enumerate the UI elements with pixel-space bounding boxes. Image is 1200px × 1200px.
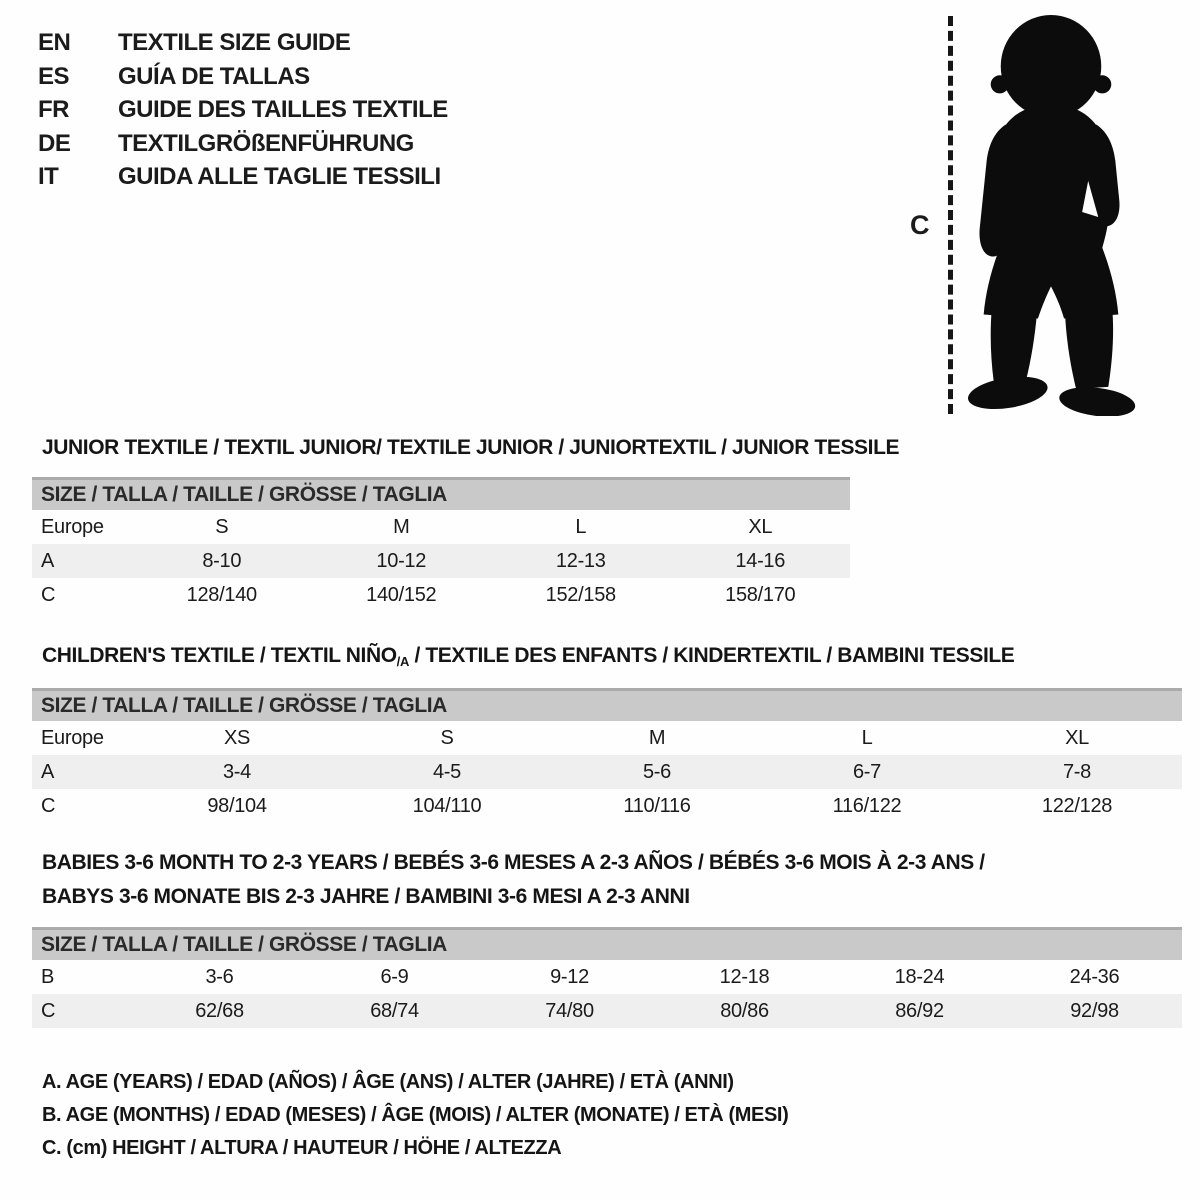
age-value: 8-10: [202, 549, 242, 572]
size-column-header: XL: [1065, 726, 1089, 749]
age-value: 10-12: [376, 549, 427, 572]
height-value: 74/80: [545, 999, 594, 1022]
size-column-header: XS: [223, 726, 251, 749]
language-code: FR: [38, 96, 69, 123]
language-title-list: [38, 26, 448, 194]
size-column-header: XL: [748, 515, 773, 538]
size-bar-label: SIZE / TALLA / TAILLE / GRÖSSE / TAGLIA: [41, 694, 447, 717]
language-code: ES: [38, 62, 70, 90]
size-column-header: M: [393, 515, 410, 538]
language-code: DE: [38, 129, 71, 157]
age-months-value: 24-36: [1069, 965, 1120, 988]
height-value: 128/140: [186, 583, 257, 606]
toddler-silhouette-icon: [963, 14, 1140, 416]
region-label: Europe: [41, 515, 104, 538]
table-row-age-months: [32, 960, 1182, 994]
junior-size-table: [32, 477, 850, 612]
age-value: 4-5: [432, 760, 461, 783]
size-column-header: S: [215, 515, 229, 538]
height-value: 86/92: [895, 999, 944, 1022]
size-header-bar: [32, 477, 850, 510]
size-column-header: M: [648, 726, 666, 749]
guide-title: TEXTILGRÖßENFÜHRUNG: [118, 129, 414, 157]
height-measure-line: [948, 16, 953, 414]
age-months-value: 12-18: [719, 965, 770, 988]
row-label: C: [41, 583, 56, 606]
guide-title: GUÍA DE TALLAS: [118, 62, 310, 90]
size-header-bar: [32, 688, 1182, 721]
size-bar-label: SIZE / TALLA / TAILLE / GRÖSSE / TAGLIA: [41, 933, 447, 956]
footnote-b: B. AGE (MONTHS) / EDAD (MESES) / ÂGE (MOIS) / ALTER (MONATE) / ETÀ (MESI): [42, 1104, 789, 1126]
height-measure-label: C: [910, 210, 930, 240]
children-size-table: [32, 688, 1182, 823]
language-row-en: [38, 26, 448, 60]
babies-size-table: [32, 927, 1182, 1028]
region-label: Europe: [41, 726, 104, 749]
age-months-value: 9-12: [550, 965, 589, 988]
row-label: B: [41, 965, 55, 988]
size-header-bar: [32, 927, 1182, 960]
row-label: A: [41, 760, 55, 783]
size-column-header: L: [575, 515, 587, 538]
row-label: C: [41, 999, 56, 1022]
height-value: 62/68: [195, 999, 244, 1022]
age-value: 7-8: [1062, 760, 1091, 783]
age-value: 3-4: [222, 760, 251, 783]
height-value: 110/116: [623, 794, 691, 817]
height-value: 140/152: [366, 583, 437, 606]
guide-title: TEXTILE SIZE GUIDE: [118, 29, 351, 56]
age-value: 14-16: [735, 549, 786, 572]
height-value: 98/104: [207, 794, 267, 817]
legend-footnotes: [42, 1066, 788, 1165]
children-heading-suffix: / TEXTILE DES ENFANTS / KINDERTEXTIL / BAMBINI TESSILE: [409, 644, 1015, 667]
height-value: 80/86: [720, 999, 769, 1022]
age-months-value: 6-9: [380, 965, 409, 988]
babies-heading-line2: BABYS 3-6 MONATE BIS 2-3 JAHRE / BAMBINI 3-6 MESI A 2-3 ANNI: [42, 885, 690, 908]
height-value: 122/128: [1041, 794, 1113, 817]
size-column-header: S: [440, 726, 454, 749]
height-value: 92/98: [1070, 999, 1119, 1022]
guide-title: GUIDA ALLE TAGLIE TESSILI: [118, 163, 441, 190]
age-months-value: 18-24: [894, 965, 945, 988]
size-bar-label: SIZE / TALLA / TAILLE / GRÖSSE / TAGLIA: [41, 483, 447, 506]
language-row-it: [38, 160, 448, 194]
height-value: 152/158: [545, 583, 616, 606]
language-code: EN: [38, 29, 71, 56]
table-row-age: [32, 544, 850, 578]
row-label: A: [41, 549, 55, 572]
table-row-height: [32, 994, 1182, 1028]
footnote-a: A. AGE (YEARS) / EDAD (AÑOS) / ÂGE (ANS) / ALTER (JAHRE) / ETÀ (ANNI): [42, 1071, 734, 1093]
age-value: 12-13: [555, 549, 606, 572]
age-value: 6-7: [852, 760, 881, 783]
height-value: 116/122: [832, 794, 902, 817]
row-label: C: [41, 794, 56, 817]
children-section-heading: [42, 644, 1014, 669]
babies-section-heading: [42, 846, 985, 914]
junior-section-heading: JUNIOR TEXTILE / TEXTIL JUNIOR/ TEXTILE JUNIOR / JUNIORTEXTIL / JUNIOR TESSILE: [42, 436, 900, 459]
size-column-header: L: [861, 726, 873, 749]
age-months-value: 3-6: [205, 965, 234, 988]
babies-heading-line1: BABIES 3-6 MONTH TO 2-3 YEARS / BEBÉS 3-6 MESES A 2-3 AÑOS / BÉBÉS 3-6 MOIS À 2-3 ANS /: [42, 851, 985, 874]
age-value: 5-6: [642, 760, 671, 783]
table-header-row: [32, 510, 850, 544]
table-row-height: [32, 789, 1182, 823]
height-value: 104/110: [412, 794, 482, 817]
language-row-fr: [38, 93, 448, 127]
table-header-row: [32, 721, 1182, 755]
table-row-age: [32, 755, 1182, 789]
guide-title: GUIDE DES TAILLES TEXTILE: [118, 96, 448, 123]
table-row-height: [32, 578, 850, 612]
language-row-es: [38, 60, 448, 94]
children-heading-sub: /A: [396, 654, 410, 669]
children-heading-prefix: CHILDREN'S TEXTILE / TEXTIL NIÑO: [42, 644, 397, 667]
height-value: 68/74: [370, 999, 419, 1022]
footnote-c: C. (cm) HEIGHT / ALTURA / HAUTEUR / HÖHE / ALTEZZA: [42, 1137, 562, 1159]
language-row-de: [38, 127, 448, 161]
height-value: 158/170: [725, 583, 796, 606]
language-code: IT: [38, 163, 59, 190]
